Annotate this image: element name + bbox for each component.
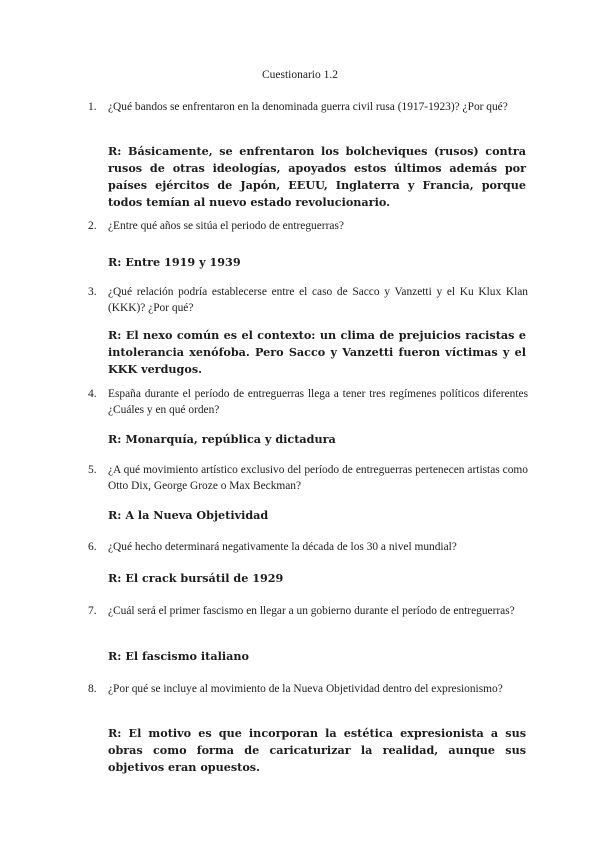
question-number: 3. <box>88 286 97 298</box>
question-number: 6. <box>88 541 97 553</box>
answer-text: R: Entre 1919 y 1939 <box>108 255 241 269</box>
question-text: ¿Entre qué años se sitúa el periodo de entreguerras? <box>108 220 344 232</box>
question-item <box>88 681 528 697</box>
question-text: ¿Qué bandos se enfrentaron en la denominada guerra civil rusa (1917-1923)? ¿Por qué? <box>108 101 508 113</box>
question-item <box>88 539 528 555</box>
question-item <box>88 462 528 494</box>
question-number: 7. <box>88 605 97 617</box>
answer-text: R: El crack bursátil de 1929 <box>108 571 284 585</box>
question-number: 5. <box>88 464 97 476</box>
answer-text: R: El motivo es que incorporan la estética expresionista a sus obras como forma de caricaturizar la realidad, aunque sus objetivos eran opuestos. <box>108 726 526 774</box>
answer-text: R: Básicamente, se enfrentaron los bolcheviques (rusos) contra rusos de otras ideologías, apoyados estos últimos además por países ejércitos de Japón, EEUU, Inglaterra y Francia, porque todos temían al nuevo estado revolucionario. <box>108 144 526 209</box>
question-item <box>88 218 528 234</box>
question-text: ¿Cuál será el primer fascismo en llegar a un gobierno durante el período de entreguerras? <box>108 605 515 617</box>
answer-text: R: A la Nueva Objetividad <box>108 508 269 522</box>
question-item <box>88 99 528 115</box>
answer-text: R: Monarquía, república y dictadura <box>108 432 336 446</box>
answer-text: R: El nexo común es el contexto: un clima de prejuicios racistas e intolerancia xenófoba. Pero Sacco y Vanzetti fueron víctimas y el KKK verdugos. <box>108 328 526 376</box>
question-number: 8. <box>88 683 97 695</box>
question-text: ¿Por qué se incluye al movimiento de la Nueva Objetividad dentro del expresionismo? <box>108 683 503 695</box>
question-item <box>88 386 528 418</box>
question-text: ¿A qué movimiento artístico exclusivo del período de entreguerras pertenecen artistas como Otto Dix, George Groze o Max Beckman? <box>108 464 528 492</box>
question-text: España durante el período de entreguerras llega a tener tres regímenes políticos diferentes ¿Cuáles y en qué orden? <box>108 388 528 416</box>
question-text: ¿Qué relación podría establecerse entre el caso de Sacco y Vanzetti y el Ku Klux Klan (KKK)? ¿Por qué? <box>108 286 528 314</box>
question-item <box>88 284 528 316</box>
question-number: 2. <box>88 220 97 232</box>
question-text: ¿Qué hecho determinará negativamente la década de los 30 a nivel mundial? <box>108 541 457 553</box>
question-number: 4. <box>88 388 97 400</box>
question-item <box>88 603 528 619</box>
answer-text: R: El fascismo italiano <box>108 649 249 663</box>
page-title: Cuestionario 1.2 <box>261 69 339 81</box>
question-number: 1. <box>88 101 97 113</box>
